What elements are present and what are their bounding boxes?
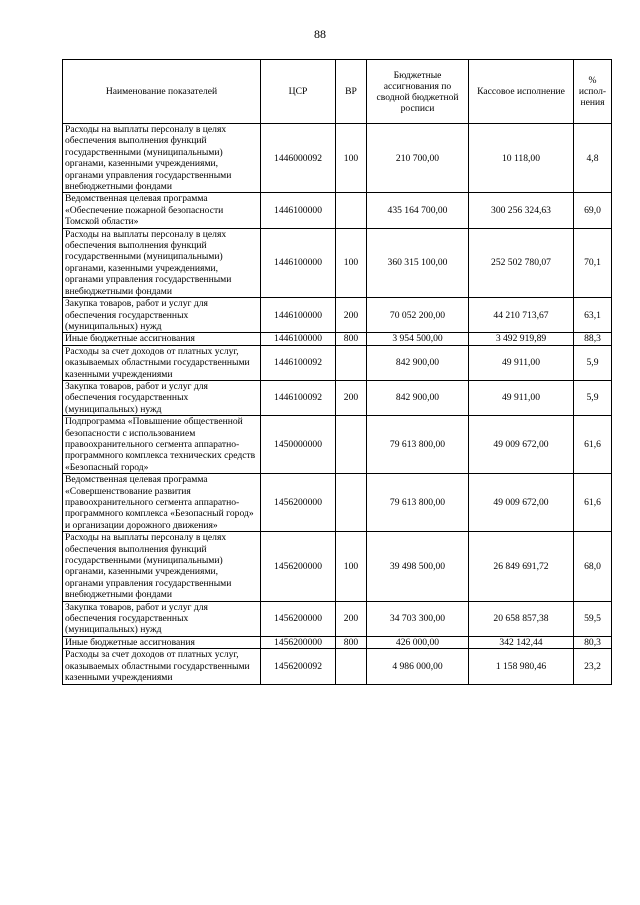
cell-percent: 69,0 [574,193,612,228]
table-row [63,416,612,474]
header-vr: ВР [336,60,367,124]
budget-execution-table [62,59,612,685]
cell-assignments: 210 700,00 [367,124,469,193]
cell-csr: 1446000092 [261,124,336,193]
cell-vr [336,474,367,532]
cell-percent: 5,9 [574,345,612,380]
cell-csr: 1446100092 [261,345,336,380]
cell-cash: 300 256 324,63 [469,193,574,228]
cell-name: Расходы на выплаты персоналу в целях обеспечения выполнения функций государственными (муниципальными) органами, казенными учреждениями, органами управления государственными внебюджетными фондами [63,532,261,601]
cell-percent: 68,0 [574,532,612,601]
cell-csr: 1446100000 [261,298,336,333]
table-row [63,333,612,345]
cell-percent: 88,3 [574,333,612,345]
header-percent: % испол-нения [574,60,612,124]
cell-csr: 1456200000 [261,474,336,532]
table-row [63,474,612,532]
cell-vr [336,345,367,380]
table-row [63,193,612,228]
cell-name: Закупка товаров, работ и услуг для обеспечения государственных (муниципальных) нужд [63,601,261,636]
cell-vr [336,193,367,228]
cell-vr: 200 [336,298,367,333]
cell-cash: 342 142,44 [469,636,574,648]
cell-percent: 70,1 [574,228,612,297]
cell-vr: 200 [336,601,367,636]
header-name: Наименование показателей [63,60,261,124]
cell-assignments: 4 986 000,00 [367,649,469,684]
cell-cash: 252 502 780,07 [469,228,574,297]
table-row [63,380,612,415]
cell-name: Иные бюджетные ассигнования [63,636,261,648]
cell-vr [336,649,367,684]
cell-name: Закупка товаров, работ и услуг для обеспечения государственных (муниципальных) нужд [63,298,261,333]
table-row [63,298,612,333]
cell-csr: 1446100000 [261,193,336,228]
cell-name: Расходы за счет доходов от платных услуг, оказываемых областными государственными казенными учреждениями [63,345,261,380]
table-row [63,124,612,193]
cell-cash: 49 009 672,00 [469,416,574,474]
cell-cash: 20 658 857,38 [469,601,574,636]
cell-assignments: 435 164 700,00 [367,193,469,228]
cell-cash: 49 911,00 [469,345,574,380]
cell-percent: 61,6 [574,474,612,532]
table-header-row [63,60,612,124]
cell-name: Расходы за счет доходов от платных услуг, оказываемых областными государственными казенными учреждениями [63,649,261,684]
table-row [63,601,612,636]
cell-name: Закупка товаров, работ и услуг для обеспечения государственных (муниципальных) нужд [63,380,261,415]
cell-percent: 80,3 [574,636,612,648]
cell-csr: 1456200000 [261,636,336,648]
cell-assignments: 426 000,00 [367,636,469,648]
cell-percent: 5,9 [574,380,612,415]
cell-name: Расходы на выплаты персоналу в целях обеспечения выполнения функций государственными (муниципальными) органами, казенными учреждениями, органами управления государственными внебюджетными фондами [63,124,261,193]
cell-csr: 1456200092 [261,649,336,684]
table-row [63,532,612,601]
cell-csr: 1456200000 [261,532,336,601]
cell-vr: 800 [336,333,367,345]
cell-assignments: 70 052 200,00 [367,298,469,333]
cell-name: Подпрограмма «Повышение общественной безопасности с использованием правоохранительного сегмента аппаратно-программного комплекса технических средств «Безопасный город» [63,416,261,474]
cell-percent: 63,1 [574,298,612,333]
cell-name: Иные бюджетные ассигнования [63,333,261,345]
table-row [63,649,612,684]
cell-name: Ведомственная целевая программа «Совершенствование развития правоохранительного сегмента аппаратно-программного комплекса «Безопасный город» и организации дорожного движения» [63,474,261,532]
table-row [63,636,612,648]
cell-csr: 1446100000 [261,228,336,297]
cell-percent: 61,6 [574,416,612,474]
cell-vr: 800 [336,636,367,648]
table-row [63,228,612,297]
cell-assignments: 842 900,00 [367,345,469,380]
header-assignments: Бюджетные ассигнования по сводной бюджетной росписи [367,60,469,124]
cell-assignments: 3 954 500,00 [367,333,469,345]
cell-vr: 100 [336,124,367,193]
cell-cash: 1 158 980,46 [469,649,574,684]
cell-cash: 10 118,00 [469,124,574,193]
cell-vr: 100 [336,228,367,297]
cell-percent: 23,2 [574,649,612,684]
cell-vr: 100 [336,532,367,601]
cell-cash: 26 849 691,72 [469,532,574,601]
cell-assignments: 34 703 300,00 [367,601,469,636]
table-row [63,345,612,380]
cell-assignments: 39 498 500,00 [367,532,469,601]
page-number: 88 [314,27,326,41]
cell-assignments: 79 613 800,00 [367,474,469,532]
cell-vr [336,416,367,474]
cell-csr: 1446100092 [261,380,336,415]
cell-csr: 1446100000 [261,333,336,345]
cell-name: Расходы на выплаты персоналу в целях обеспечения выполнения функций государственными (муниципальными) органами, казенными учреждениями, органами управления государственными внебюджетными фондами [63,228,261,297]
cell-cash: 49 009 672,00 [469,474,574,532]
cell-vr: 200 [336,380,367,415]
header-cash: Кассовое исполнение [469,60,574,124]
cell-name: Ведомственная целевая программа «Обеспечение пожарной безопасности Томской области» [63,193,261,228]
cell-csr: 1450000000 [261,416,336,474]
cell-percent: 4,8 [574,124,612,193]
cell-csr: 1456200000 [261,601,336,636]
cell-assignments: 79 613 800,00 [367,416,469,474]
cell-cash: 44 210 713,67 [469,298,574,333]
cell-cash: 3 492 919,89 [469,333,574,345]
cell-assignments: 360 315 100,00 [367,228,469,297]
cell-percent: 59,5 [574,601,612,636]
cell-assignments: 842 900,00 [367,380,469,415]
header-csr: ЦСР [261,60,336,124]
cell-cash: 49 911,00 [469,380,574,415]
